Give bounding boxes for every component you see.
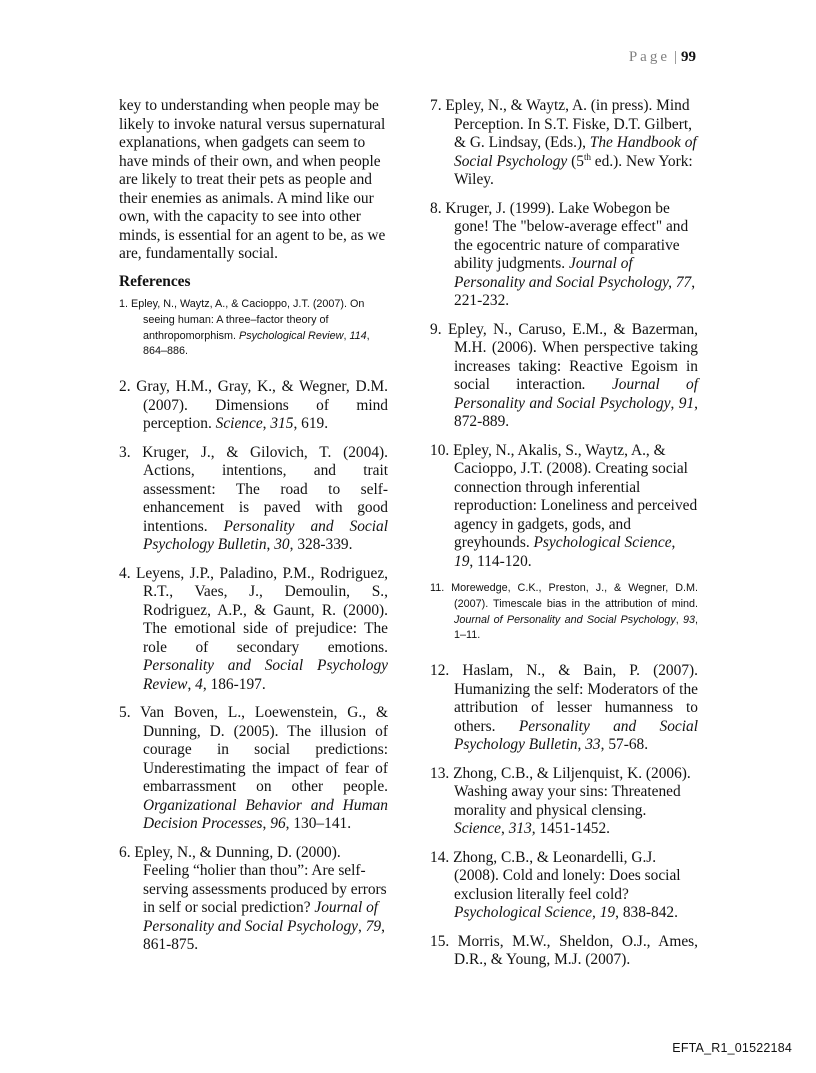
right-column [430,97,698,980]
reference-entry: 11. Morewedge, C.K., Preston, J., & Wegner, D.M. (2007). Timescale bias in the attribution of mind. Journal of Personality and Social Psychology, 93, 1–11. [430,582,699,642]
reference-entry: 3. Kruger, J., & Gilovich, T. (2004). Actions, intentions, and trait assessment: The road to self-enhancement is paved with good intentions. Personality and Social Psychology Bulletin, 30, 328-339. [119,443,388,554]
reference-entry: 9. Epley, N., Caruso, E.M., & Bazerman, M.H. (2006). When perspective taking increases taking: Reactive Egoism in social interaction. Journal of Personality and Social Psychology, 91, 872-889. [430,320,698,430]
page-separator: | [673,49,677,65]
reference-entry: 7. Epley, N., & Waytz, A. (in press). Mind Perception. In S.T. Fiske, D.T. Gilbert, & G. Lindsay, (Eds.), The Handbook of Social Psychology (5th ed.). New York: Wiley. [430,97,697,188]
reference-entry: 8. Kruger, J. (1999). Lake Wobegon be gone! The "below-average effect" and the egocentric nature of comparative ability judgments. Journal of Personality and Social Psychology, 77, 221-232. [430,199,696,309]
reference-entry: 12. Haslam, N., & Bain, P. (2007). Humanizing the self: Moderators of the attribution of lesser humanness to others. Personality and Social Psychology Bulletin, 33, 57-68. [430,662,698,754]
reference-entry: 5. Van Boven, L., Loewenstein, G., & Dunning, D. (2005). The illusion of courage in social predictions: Underestimating the impact of fear of embarrassment on other people. Organizational Behavior and Human Decision Processes, 96, 130–141. [119,704,388,833]
page-header [629,49,696,66]
reference-entry: 2. Gray, H.M., Gray, K., & Wegner, D.M. (2007). Dimensions of mind perception. Science, 315, 619. [119,378,388,433]
page-label: Page [628,49,670,65]
reference-entry: 10. Epley, N., Akalis, S., Waytz, A., & Cacioppo, J.T. (2008). Creating social connection through inferential reproduction: Loneliness and perceived agency in gadgets, gods, and greyhounds. Psychological Science, 19, 114-120. [430,441,698,570]
page-number: 99 [681,49,696,65]
references-heading: References [119,272,191,290]
reference-entry: 4. Leyens, J.P., Paladino, P.M., Rodriguez, R.T., Vaes, J., Demoulin, S., Rodriguez, A.P., & Gaunt, R. (2000). The emotional side of prejudice: The role of secondary emotions. Personality and Social Psychology Review, 4, 186-197. [119,564,388,693]
reference-entry: 14. Zhong, C.B., & Leonardelli, G.J. (2008). Cold and lonely: Does social exclusion literally feel cold? Psychological Science, 19, 838-842. [430,848,681,922]
document-id: EFTA_R1_01522184 [672,1041,792,1055]
reference-entry: 1. Epley, N., Waytz, A., & Cacioppo, J.T. (2007). On seeing human: A three–factor theory of anthropomorphism. Psychological Review, 114, 864–886. [119,298,370,358]
closing-paragraph: key to understanding when people may be likely to invoke natural versus supernatural explanations, when gadgets can seem to have minds of their own, and when people are likely to treat their pets as people and their enemies as animals. A mind like our own, with the capacity to see into other minds, is essential for an agent to be, as we are, fundamentally social. [119,97,386,262]
left-column [119,97,388,965]
reference-entry: 15. Morris, M.W., Sheldon, O.J., Ames, D.R., & Young, M.J. (2007). [430,932,698,969]
reference-entry: 6. Epley, N., & Dunning, D. (2000). Feeling “holier than thou”: Are self-serving assessments produced by errors in self or social prediction? Journal of Personality and Social Psychology, 79, 861-875. [119,843,387,954]
reference-entry: 13. Zhong, C.B., & Liljenquist, K. (2006). Washing away your sins: Threatened morality and physical clensing. Science, 313, 1451-1452. [430,764,691,838]
